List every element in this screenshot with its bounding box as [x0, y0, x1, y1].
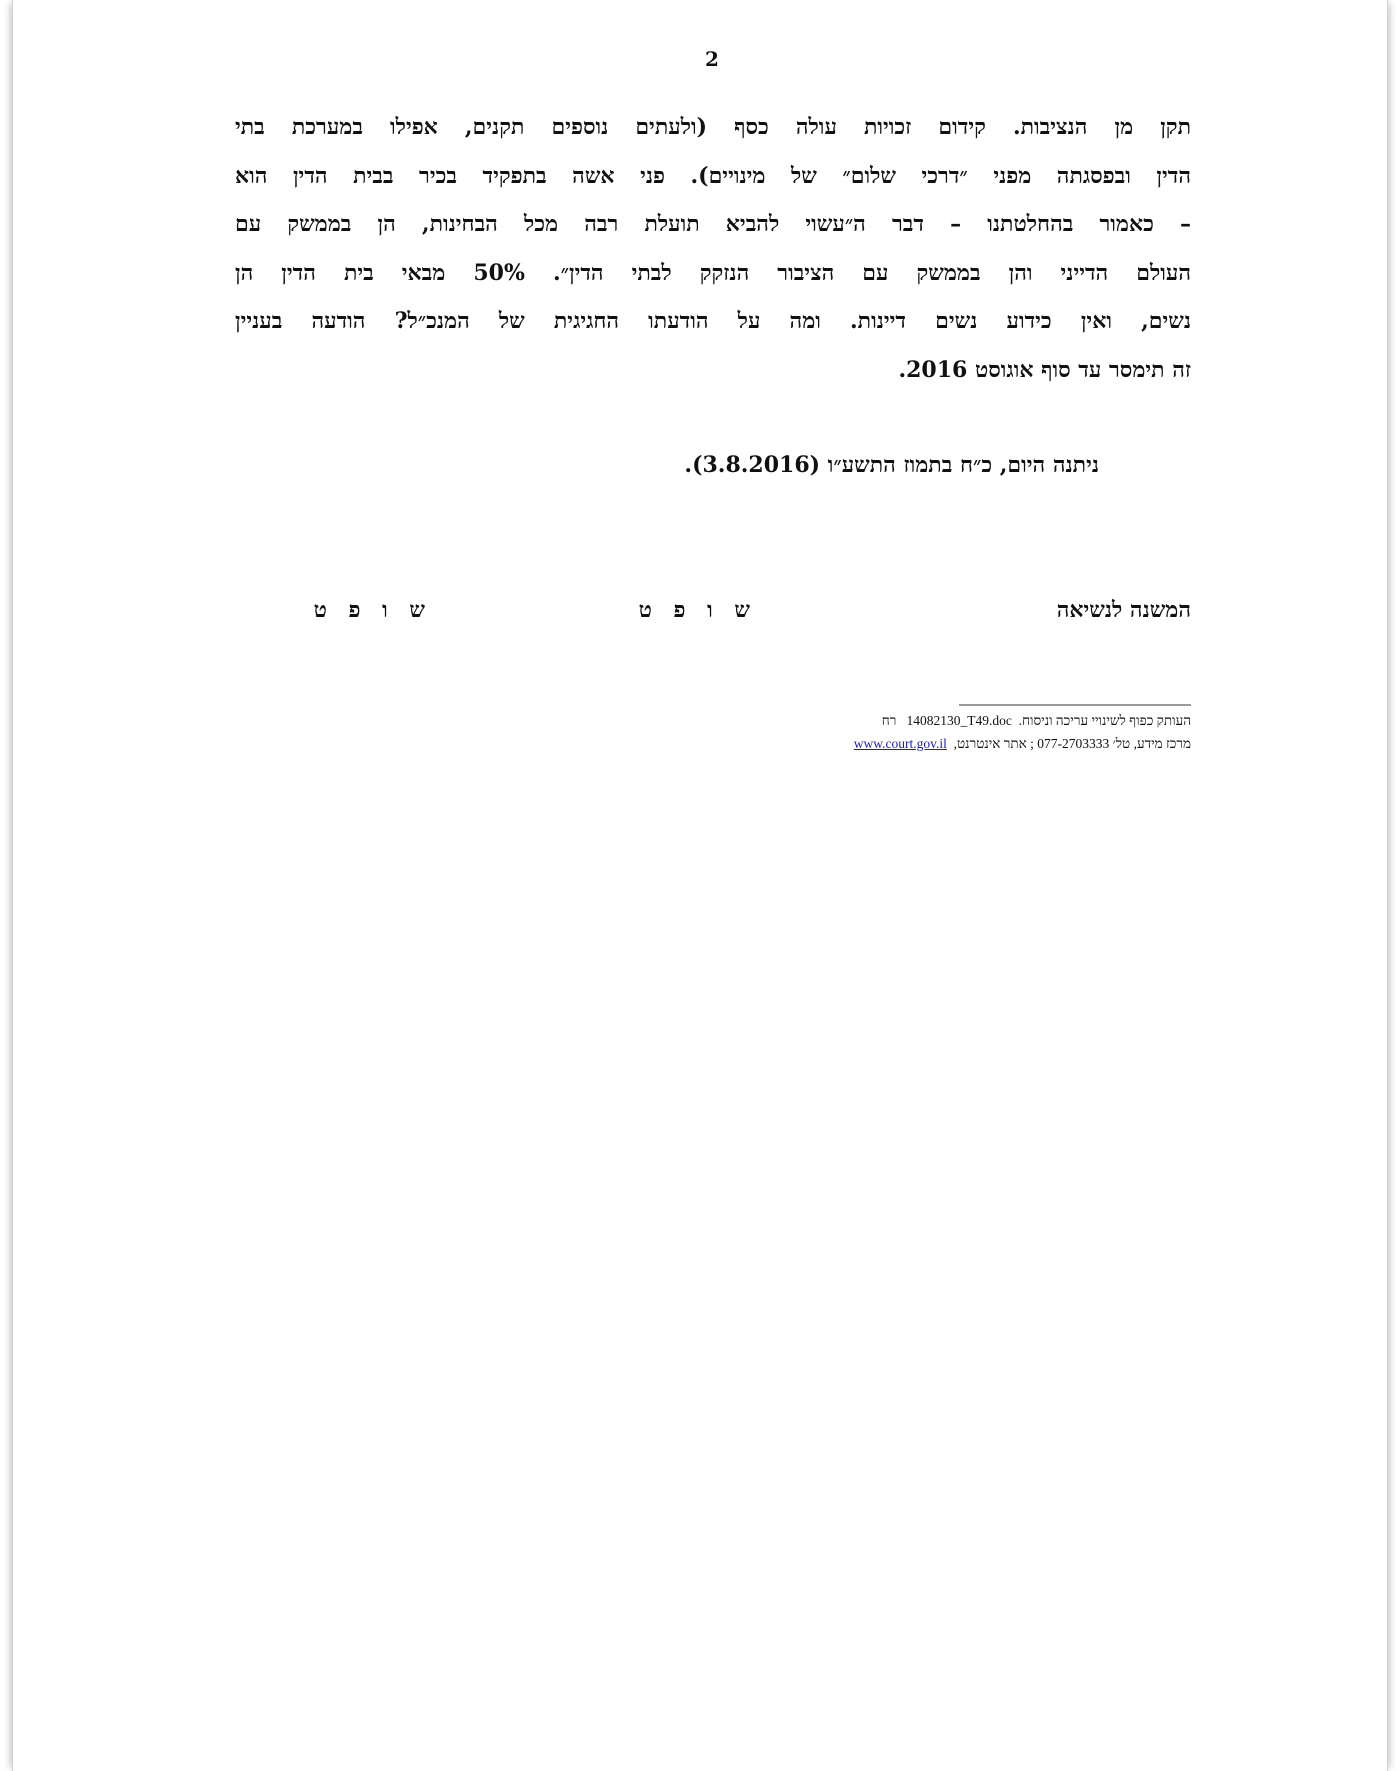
signature-deputy-president: המשנה לנשיאה: [1056, 597, 1191, 623]
body-line: זה תימסר עד סוף אוגוסט 2016.: [898, 356, 1191, 383]
page-number: 2: [705, 47, 719, 71]
footer-info-center: מרכז מידע, טל׳ 077-2703333 ; אתר אינטרנט,: [953, 736, 1191, 751]
body-line: נשים, ואין כידוע נשים דיינות. ומה על הודעתו החגיגית של המנכ״ל? הודעה בעניין: [235, 308, 1191, 334]
given-date-line: ניתנה היום, כ״ח בתמוז התשע״ו (3.8.2016).: [684, 452, 1099, 478]
body-line: הדין ובפסגתה מפני ״דרכי שלום״ של מינויים). פני אשה בתפקיד בכיר בבית הדין הוא: [235, 162, 1191, 189]
court-website-link[interactable]: www.court.gov.il: [853, 736, 947, 751]
document-footer: [713, 709, 1191, 755]
body-line: תקן מן הנציבות. קידום זכויות עולה כסף (ולעתים נוספים תקנים, אפילו במערכת בתי: [235, 114, 1191, 140]
signature-judge: ש ו פ ט: [638, 597, 757, 623]
signature-judge: ש ו פ ט: [313, 597, 432, 623]
body-line: – כאמור בהחלטתנו – דבר ה״עשוי להביא תועלת רבה מכל הבחינות, הן בממשק עם: [235, 211, 1191, 237]
body-line: העולם הדייני והן בממשק עם הציבור הנזקק לבתי הדין״. 50% מבאי בית הדין הן: [235, 259, 1192, 286]
footer-file-name: 14082130_T49.doc: [906, 713, 1012, 728]
footer-line-contact: [713, 732, 1191, 755]
decision-body-paragraph: [235, 103, 1191, 394]
footer-line-file: [713, 709, 1191, 732]
footer-initials: רח: [881, 713, 897, 728]
footer-divider: [959, 704, 1191, 706]
document-page: [12, 0, 1388, 1771]
footer-copy-note: העותק כפוף לשינויי עריכה וניסוח.: [1018, 713, 1191, 728]
